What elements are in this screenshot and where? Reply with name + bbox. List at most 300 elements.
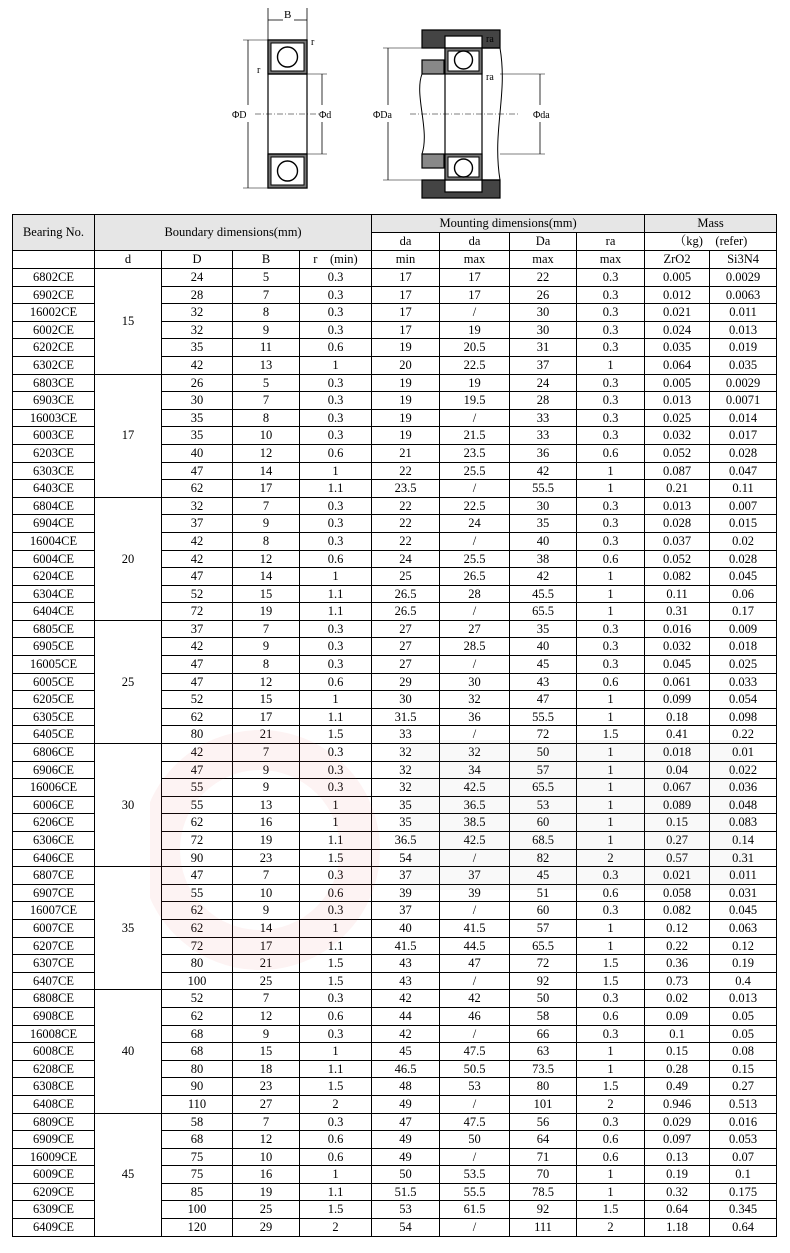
header-si3n4: Si3N4 [710,251,777,269]
da-max-cell: 19.5 [440,392,510,410]
bearing-no-cell: 6804CE [13,497,95,515]
table-row [13,1113,777,1131]
da-min-cell: 32 [372,744,440,762]
width-b-cell: 7 [233,1113,300,1131]
header-B: B [233,251,300,269]
da-min-cell: 26.5 [372,603,440,621]
da-max-cell: / [440,1219,510,1237]
table-row [13,867,777,885]
mass-si3n4-cell: 0.05 [710,1007,777,1025]
mass-zro2-cell: 0.032 [645,427,710,445]
r-min-cell: 0.3 [300,532,372,550]
mass-si3n4-cell: 0.14 [710,832,777,850]
r-min-cell: 0.3 [300,304,372,322]
bore-d-cell: 35 [95,867,162,990]
bearing-no-cell: 6202CE [13,339,95,357]
bearing-no-cell: 6904CE [13,515,95,533]
r-min-cell: 1.1 [300,708,372,726]
outer-d-cell: 47 [162,462,233,480]
da-max-cell: 38.5 [440,814,510,832]
r-min-cell: 1 [300,1043,372,1061]
width-b-cell: 8 [233,532,300,550]
da-max-cell: / [440,972,510,990]
bearing-no-cell: 16002CE [13,304,95,322]
width-b-cell: 25 [233,972,300,990]
Da-max-cell: 57 [510,761,577,779]
bearing-no-cell: 6302CE [13,356,95,374]
ra-max-cell: 1 [577,708,645,726]
ra-max-cell: 0.3 [577,321,645,339]
da-min-cell: 48 [372,1078,440,1096]
bearing-spec-table [12,214,777,1237]
mass-zro2-cell: 0.28 [645,1060,710,1078]
da-min-cell: 22 [372,497,440,515]
Da-max-cell: 45 [510,867,577,885]
width-b-cell: 10 [233,427,300,445]
da-min-cell: 17 [372,304,440,322]
table-row [13,374,777,392]
outer-d-cell: 24 [162,269,233,287]
Da-max-cell: 55.5 [510,480,577,498]
da-min-cell: 23.5 [372,480,440,498]
ra-max-cell: 2 [577,1219,645,1237]
width-b-cell: 8 [233,656,300,674]
header-mass: Mass [645,215,777,233]
mass-si3n4-cell: 0.018 [710,638,777,656]
da-max-cell: 28 [440,585,510,603]
mass-si3n4-cell: 0.033 [710,673,777,691]
bearing-no-cell: 6807CE [13,867,95,885]
mass-zro2-cell: 0.032 [645,638,710,656]
width-b-cell: 7 [233,497,300,515]
ra-max-cell: 0.3 [577,269,645,287]
r-min-cell: 0.3 [300,1025,372,1043]
da-min-cell: 41.5 [372,937,440,955]
mass-si3n4-cell: 0.014 [710,409,777,427]
r-min-cell: 1.1 [300,832,372,850]
mass-si3n4-cell: 0.12 [710,937,777,955]
Da-max-cell: 31 [510,339,577,357]
outer-d-cell: 120 [162,1219,233,1237]
da-max-cell: 47.5 [440,1113,510,1131]
outer-d-cell: 62 [162,814,233,832]
Da-max-cell: 33 [510,427,577,445]
Da-max-cell: 80 [510,1078,577,1096]
mass-si3n4-cell: 0.0071 [710,392,777,410]
outer-d-cell: 42 [162,356,233,374]
mass-si3n4-cell: 0.345 [710,1201,777,1219]
mass-zro2-cell: 0.025 [645,409,710,427]
Da-max-cell: 22 [510,269,577,287]
r-min-cell: 1 [300,814,372,832]
da-max-cell: 34 [440,761,510,779]
mass-si3n4-cell: 0.053 [710,1131,777,1149]
r-min-cell: 0.3 [300,374,372,392]
outer-d-cell: 68 [162,1043,233,1061]
da-max-cell: 44.5 [440,937,510,955]
ra-max-cell: 0.3 [577,339,645,357]
da-max-cell: 17 [440,286,510,304]
mass-zro2-cell: 0.04 [645,761,710,779]
width-b-cell: 8 [233,304,300,322]
da-min-cell: 39 [372,884,440,902]
Da-max-cell: 50 [510,990,577,1008]
r-min-cell: 0.3 [300,902,372,920]
outer-d-cell: 26 [162,374,233,392]
da-max-cell: 36.5 [440,796,510,814]
width-b-cell: 23 [233,849,300,867]
ra-max-cell: 0.3 [577,1113,645,1131]
da-max-cell: 30 [440,673,510,691]
r-min-cell: 1 [300,356,372,374]
r-min-cell: 0.3 [300,638,372,656]
r-min-cell: 0.3 [300,990,372,1008]
Da-max-cell: 50 [510,744,577,762]
width-b-cell: 11 [233,339,300,357]
Da-max-cell: 30 [510,321,577,339]
da-min-cell: 43 [372,955,440,973]
mass-si3n4-cell: 0.15 [710,1060,777,1078]
outer-d-cell: 62 [162,902,233,920]
mass-zro2-cell: 0.36 [645,955,710,973]
mass-si3n4-cell: 0.06 [710,585,777,603]
ra-max-cell: 0.3 [577,902,645,920]
width-b-cell: 21 [233,726,300,744]
ra-max-cell: 1 [577,796,645,814]
r-min-cell: 0.6 [300,884,372,902]
width-b-cell: 7 [233,286,300,304]
bearing-no-cell: 6203CE [13,444,95,462]
mass-zro2-cell: 0.045 [645,656,710,674]
bearing-no-cell: 16009CE [13,1148,95,1166]
mass-si3n4-cell: 0.028 [710,550,777,568]
Da-max-cell: 63 [510,1043,577,1061]
r-min-cell: 0.6 [300,444,372,462]
Da-max-cell: 101 [510,1095,577,1113]
bearing-no-cell: 6304CE [13,585,95,603]
r-min-cell: 0.3 [300,515,372,533]
outer-d-cell: 75 [162,1148,233,1166]
da-min-cell: 44 [372,1007,440,1025]
header-Da: Da [510,233,577,251]
width-b-cell: 23 [233,1078,300,1096]
ra-max-cell: 2 [577,1095,645,1113]
bearing-no-cell: 6209CE [13,1183,95,1201]
da-min-cell: 31.5 [372,708,440,726]
width-b-cell: 16 [233,814,300,832]
r-min-cell: 0.3 [300,497,372,515]
mass-si3n4-cell: 0.047 [710,462,777,480]
mass-zro2-cell: 0.016 [645,620,710,638]
da-min-cell: 27 [372,638,440,656]
mass-si3n4-cell: 0.013 [710,321,777,339]
mass-si3n4-cell: 0.17 [710,603,777,621]
r-min-cell: 1.1 [300,603,372,621]
mass-si3n4-cell: 0.513 [710,1095,777,1113]
mass-zro2-cell: 0.058 [645,884,710,902]
da-min-cell: 19 [372,427,440,445]
width-b-cell: 14 [233,568,300,586]
Da-max-cell: 40 [510,532,577,550]
Da-max-cell: 45.5 [510,585,577,603]
header-max-1: max [440,251,510,269]
diagram-label-ra-top: ra [486,34,494,45]
Da-max-cell: 30 [510,497,577,515]
Da-max-cell: 71 [510,1148,577,1166]
da-min-cell: 21 [372,444,440,462]
table-row [13,497,777,515]
ra-max-cell: 0.3 [577,990,645,1008]
bore-d-cell: 30 [95,744,162,867]
mass-zro2-cell: 1.18 [645,1219,710,1237]
table-row [13,269,777,287]
ra-max-cell: 1 [577,744,645,762]
mass-zro2-cell: 0.024 [645,321,710,339]
mass-zro2-cell: 0.082 [645,902,710,920]
ra-max-cell: 1 [577,356,645,374]
bearing-no-cell: 16005CE [13,656,95,674]
da-min-cell: 32 [372,779,440,797]
mass-zro2-cell: 0.005 [645,269,710,287]
da-max-cell: / [440,656,510,674]
r-min-cell: 0.3 [300,1113,372,1131]
outer-d-cell: 52 [162,585,233,603]
ra-max-cell: 0.3 [577,304,645,322]
mass-si3n4-cell: 0.007 [710,497,777,515]
da-max-cell: 61.5 [440,1201,510,1219]
mass-si3n4-cell: 0.05 [710,1025,777,1043]
outer-d-cell: 55 [162,884,233,902]
ra-max-cell: 1 [577,814,645,832]
mass-zro2-cell: 0.018 [645,744,710,762]
da-min-cell: 43 [372,972,440,990]
da-max-cell: 25.5 [440,550,510,568]
mass-si3n4-cell: 0.08 [710,1043,777,1061]
bearing-no-cell: 16003CE [13,409,95,427]
mass-zro2-cell: 0.052 [645,550,710,568]
width-b-cell: 7 [233,744,300,762]
width-b-cell: 15 [233,1043,300,1061]
table-row [13,990,777,1008]
r-min-cell: 0.6 [300,1148,372,1166]
outer-d-cell: 58 [162,1113,233,1131]
da-max-cell: / [440,849,510,867]
outer-d-cell: 42 [162,550,233,568]
width-b-cell: 10 [233,1148,300,1166]
r-min-cell: 0.3 [300,321,372,339]
r-min-cell: 0.3 [300,286,372,304]
ra-max-cell: 0.3 [577,532,645,550]
Da-max-cell: 38 [510,550,577,568]
da-min-cell: 17 [372,321,440,339]
header-r-min: r (min) [300,251,372,269]
bearing-no-cell: 6803CE [13,374,95,392]
Da-max-cell: 45 [510,656,577,674]
outer-d-cell: 47 [162,761,233,779]
ra-max-cell: 0.3 [577,1025,645,1043]
da-max-cell: 50 [440,1131,510,1149]
mass-zro2-cell: 0.09 [645,1007,710,1025]
mass-si3n4-cell: 0.016 [710,1113,777,1131]
ra-max-cell: 0.6 [577,1148,645,1166]
mass-si3n4-cell: 0.054 [710,691,777,709]
mass-si3n4-cell: 0.031 [710,884,777,902]
Da-max-cell: 37 [510,356,577,374]
outer-d-cell: 68 [162,1025,233,1043]
Da-max-cell: 72 [510,726,577,744]
mass-si3n4-cell: 0.098 [710,708,777,726]
r-min-cell: 1.5 [300,972,372,990]
mass-zro2-cell: 0.02 [645,990,710,1008]
da-max-cell: 42 [440,990,510,1008]
Da-max-cell: 66 [510,1025,577,1043]
da-max-cell: / [440,603,510,621]
table-body [13,269,777,1237]
r-min-cell: 0.6 [300,1007,372,1025]
Da-max-cell: 92 [510,1201,577,1219]
r-min-cell: 1.5 [300,1078,372,1096]
da-max-cell: / [440,902,510,920]
ra-max-cell: 0.3 [577,638,645,656]
bearing-no-cell: 6805CE [13,620,95,638]
width-b-cell: 12 [233,673,300,691]
da-min-cell: 49 [372,1131,440,1149]
Da-max-cell: 64 [510,1131,577,1149]
da-max-cell: 23.5 [440,444,510,462]
mass-zro2-cell: 0.41 [645,726,710,744]
ra-max-cell: 1 [577,568,645,586]
bearing-no-cell: 6909CE [13,1131,95,1149]
r-min-cell: 0.3 [300,392,372,410]
da-max-cell: 26.5 [440,568,510,586]
header-boundary: Boundary dimensions(mm) [95,215,372,251]
Da-max-cell: 111 [510,1219,577,1237]
mass-zro2-cell: 0.19 [645,1166,710,1184]
da-max-cell: 17 [440,269,510,287]
outer-d-cell: 72 [162,603,233,621]
outer-d-cell: 40 [162,444,233,462]
ra-max-cell: 0.3 [577,374,645,392]
Da-max-cell: 82 [510,849,577,867]
header-ra: ra [577,233,645,251]
mass-si3n4-cell: 0.011 [710,867,777,885]
mass-zro2-cell: 0.15 [645,814,710,832]
bearing-no-cell: 6903CE [13,392,95,410]
r-min-cell: 1.1 [300,1183,372,1201]
outer-d-cell: 35 [162,409,233,427]
da-min-cell: 22 [372,515,440,533]
da-max-cell: 22.5 [440,497,510,515]
bearing-no-cell: 16006CE [13,779,95,797]
da-min-cell: 20 [372,356,440,374]
r-min-cell: 1.1 [300,585,372,603]
mass-si3n4-cell: 0.083 [710,814,777,832]
ra-max-cell: 1.5 [577,1201,645,1219]
mass-si3n4-cell: 0.07 [710,1148,777,1166]
ra-max-cell: 1 [577,1043,645,1061]
da-min-cell: 47 [372,1113,440,1131]
Da-max-cell: 53 [510,796,577,814]
outer-d-cell: 35 [162,427,233,445]
mass-si3n4-cell: 0.0063 [710,286,777,304]
bearing-no-cell: 6308CE [13,1078,95,1096]
da-min-cell: 35 [372,796,440,814]
mass-si3n4-cell: 0.035 [710,356,777,374]
bore-d-cell: 45 [95,1113,162,1236]
outer-d-cell: 42 [162,532,233,550]
da-min-cell: 19 [372,374,440,392]
ra-max-cell: 0.3 [577,427,645,445]
width-b-cell: 17 [233,708,300,726]
mass-zro2-cell: 0.052 [645,444,710,462]
mass-zro2-cell: 0.13 [645,1148,710,1166]
Da-max-cell: 58 [510,1007,577,1025]
bore-d-cell: 20 [95,497,162,620]
outer-d-cell: 90 [162,849,233,867]
ra-max-cell: 1 [577,691,645,709]
bearing-no-cell: 16008CE [13,1025,95,1043]
bore-d-cell: 15 [95,269,162,375]
outer-d-cell: 42 [162,744,233,762]
Da-max-cell: 43 [510,673,577,691]
r-min-cell: 0.3 [300,779,372,797]
mass-zro2-cell: 0.57 [645,849,710,867]
outer-d-cell: 90 [162,1078,233,1096]
bearing-no-cell: 6405CE [13,726,95,744]
ra-max-cell: 0.3 [577,497,645,515]
Da-max-cell: 51 [510,884,577,902]
width-b-cell: 13 [233,796,300,814]
mass-zro2-cell: 0.946 [645,1095,710,1113]
r-min-cell: 1 [300,796,372,814]
ra-max-cell: 1 [577,1060,645,1078]
width-b-cell: 9 [233,321,300,339]
Da-max-cell: 57 [510,919,577,937]
da-min-cell: 17 [372,269,440,287]
Da-max-cell: 24 [510,374,577,392]
bearing-no-cell: 6404CE [13,603,95,621]
ra-max-cell: 0.6 [577,1131,645,1149]
Da-max-cell: 33 [510,409,577,427]
outer-d-cell: 55 [162,779,233,797]
Da-max-cell: 40 [510,638,577,656]
width-b-cell: 5 [233,269,300,287]
da-min-cell: 40 [372,919,440,937]
bearing-no-cell: 6907CE [13,884,95,902]
r-min-cell: 1.5 [300,1201,372,1219]
mass-si3n4-cell: 0.64 [710,1219,777,1237]
mass-si3n4-cell: 0.028 [710,444,777,462]
Da-max-cell: 55.5 [510,708,577,726]
mass-zro2-cell: 0.21 [645,480,710,498]
mass-zro2-cell: 0.15 [645,1043,710,1061]
r-min-cell: 0.6 [300,550,372,568]
da-min-cell: 32 [372,761,440,779]
width-b-cell: 7 [233,867,300,885]
mass-si3n4-cell: 0.0029 [710,269,777,287]
width-b-cell: 19 [233,1183,300,1201]
Da-max-cell: 92 [510,972,577,990]
outer-d-cell: 72 [162,832,233,850]
mass-si3n4-cell: 0.022 [710,761,777,779]
outer-d-cell: 28 [162,286,233,304]
ra-max-cell: 2 [577,849,645,867]
da-max-cell: / [440,532,510,550]
mass-si3n4-cell: 0.27 [710,1078,777,1096]
r-min-cell: 1 [300,1166,372,1184]
diagram-label-ra-mid: ra [486,72,494,83]
bearing-no-cell: 6406CE [13,849,95,867]
